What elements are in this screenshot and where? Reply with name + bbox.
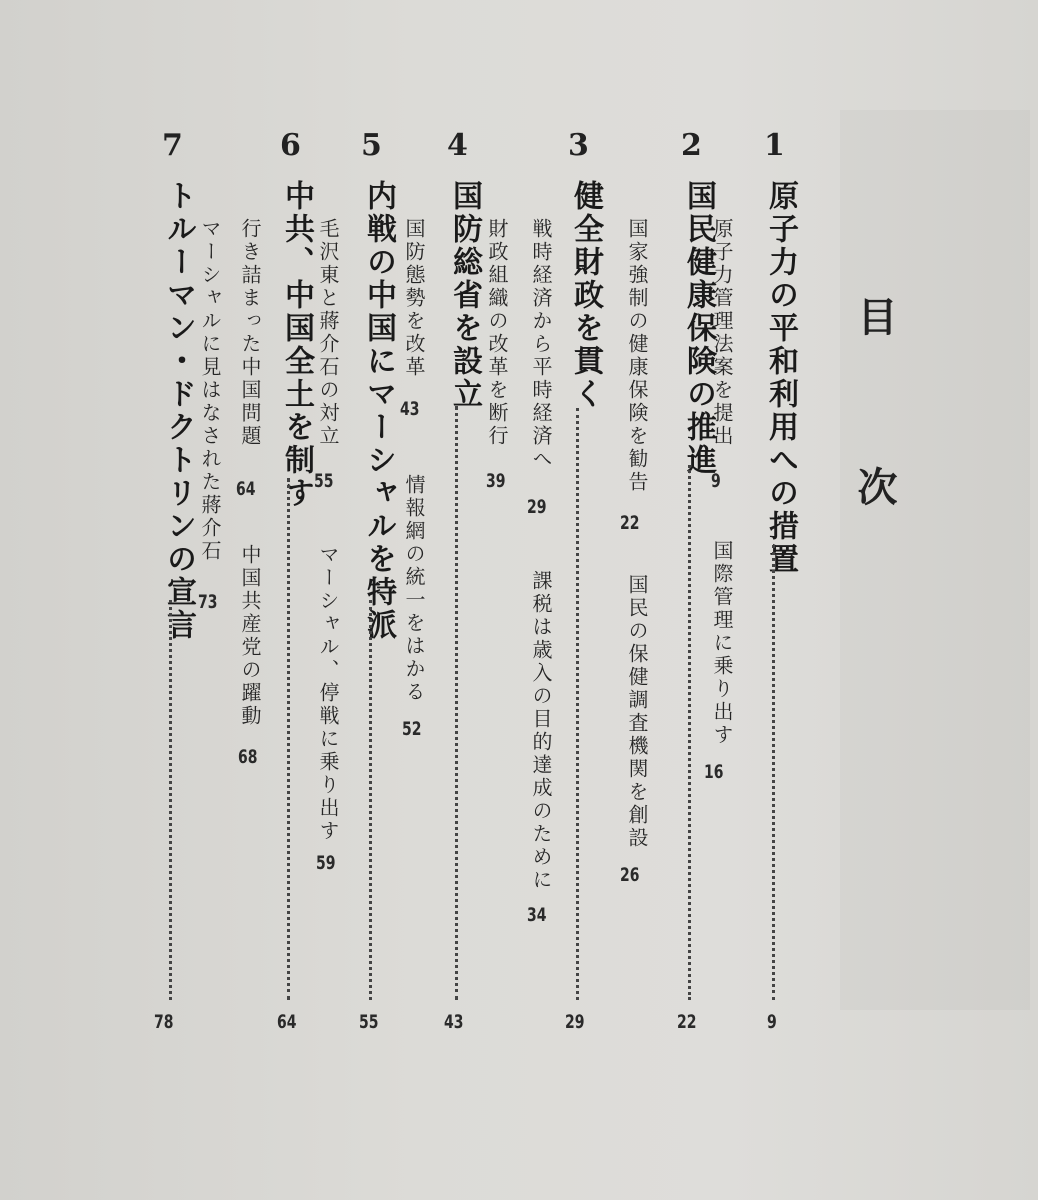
- section-page: 9: [711, 471, 721, 493]
- chapter-number: 1: [764, 128, 785, 163]
- chapter-page: 78: [154, 1012, 174, 1034]
- leader-dots: [688, 465, 691, 1000]
- section-page: 34: [527, 905, 547, 927]
- section-page: 64: [236, 479, 256, 501]
- toc-title: 目次: [851, 296, 898, 636]
- chapter-page: 29: [565, 1012, 585, 1034]
- section-page: 16: [704, 762, 724, 784]
- chapter-number: 4: [447, 128, 468, 163]
- chapter-page: 9: [767, 1012, 777, 1034]
- chapter-title: 健全財政を貫く: [568, 180, 603, 411]
- leader-dots: [455, 406, 458, 1000]
- chapter-number: 5: [361, 128, 382, 163]
- chapter-title: 内戦の中国にマーシャルを特派: [361, 180, 396, 642]
- section-title: 戦時経済から平時経済へ: [529, 218, 553, 471]
- chapter-title: 原子力の平和利用への措置: [763, 180, 798, 576]
- section-page: 22: [620, 513, 640, 535]
- chapter-page: 64: [277, 1012, 297, 1034]
- chapter-page: 55: [359, 1012, 379, 1034]
- chapter-page: 43: [444, 1012, 464, 1034]
- section-title: 情報網の統一をはかる: [402, 474, 426, 704]
- chapter-title: 国民健康保険の推進: [681, 180, 716, 477]
- section-title: 国民の保健調査機関を創設: [625, 574, 649, 850]
- section-page: 43: [400, 399, 420, 421]
- chapter-title: トルーマン・ドクトリンの宣言: [161, 180, 196, 642]
- section-title: 行き詰まった中国問題: [238, 218, 262, 448]
- section-title: 国際管理に乗り出す: [710, 540, 734, 747]
- section-page: 73: [198, 592, 218, 614]
- chapter-number: 3: [568, 128, 589, 163]
- section-page: 59: [316, 853, 336, 875]
- section-page: 29: [527, 497, 547, 519]
- chapter-title: 国防総省を設立: [447, 180, 482, 411]
- section-page: 68: [238, 747, 258, 769]
- section-title: 課税は歳入の目的達成のために: [529, 570, 553, 892]
- chapter-page: 22: [677, 1012, 697, 1034]
- leader-dots: [169, 600, 172, 1000]
- section-title: 原子力管理法案を提出: [710, 218, 734, 448]
- section-title: 国防態勢を改革: [402, 218, 426, 379]
- chapter-number: 7: [162, 128, 183, 163]
- section-page: 52: [402, 719, 422, 741]
- section-title: 国家強制の健康保険を勧告: [625, 218, 649, 494]
- section-title: 中国共産党の躍動: [238, 544, 262, 728]
- chapter-title: 中共、中国全土を制す: [279, 180, 314, 510]
- leader-dots: [369, 600, 372, 1000]
- chapter-number: 2: [681, 128, 702, 163]
- section-page: 55: [314, 471, 334, 493]
- chapter-number: 6: [280, 128, 301, 163]
- leader-dots: [772, 545, 775, 1000]
- section-page: 39: [486, 471, 506, 493]
- section-title: 毛沢東と蔣介石の対立: [316, 218, 340, 448]
- section-title: マーシャルに見はなされた蔣介石: [198, 218, 222, 563]
- section-page: 26: [620, 865, 640, 887]
- section-title: マーシャル、停戦に乗り出す: [316, 544, 340, 843]
- leader-dots: [576, 408, 579, 1000]
- section-title: 財政組織の改革を断行: [485, 218, 509, 448]
- leader-dots: [287, 478, 290, 1000]
